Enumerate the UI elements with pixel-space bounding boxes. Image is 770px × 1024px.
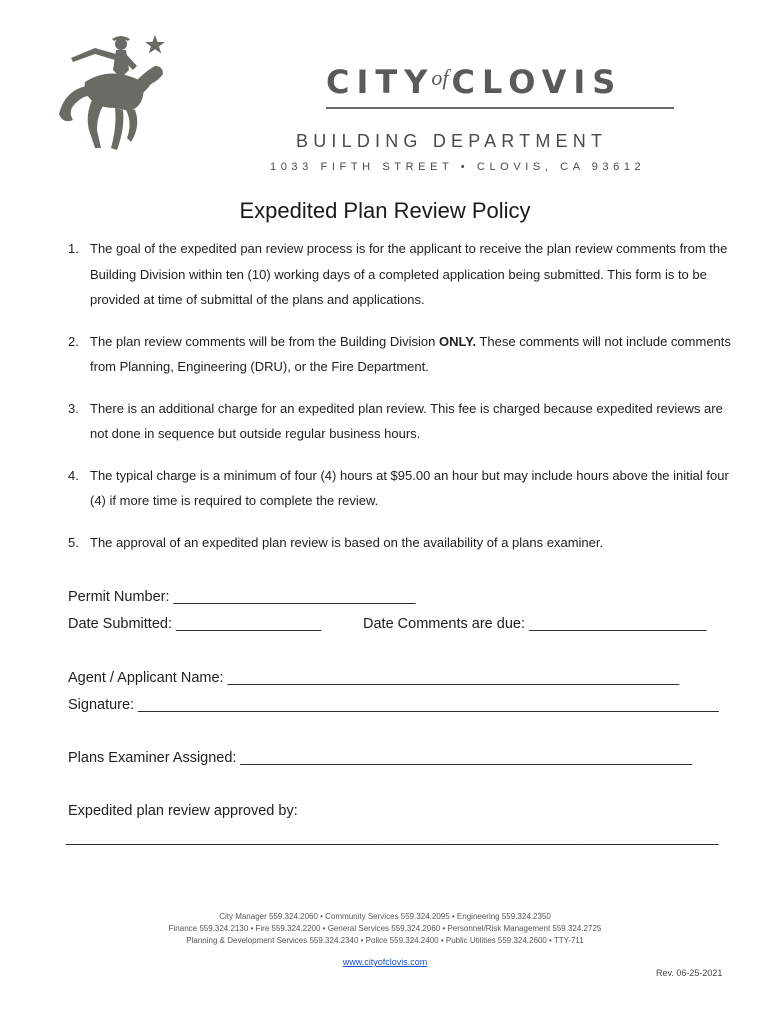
policy-item-5 [68, 530, 738, 556]
wordmark-clovis: CLOVIS [451, 63, 623, 101]
footer-contacts-line-3: Planning & Development Services 559.324.2340 • Police 559.324.2400 • Public Utilities 559.324.2600 • TTY-711 [186, 936, 584, 945]
city-of-clovis-wordmark [326, 60, 676, 104]
policy-item-number: 3. [68, 400, 79, 416]
header-divider [326, 107, 674, 109]
department-name: BUILDING DEPARTMENT [296, 131, 608, 151]
department-address: 1033 FIFTH STREET • CLOVIS, CA 93612 [270, 161, 646, 173]
approved-by-signature-line[interactable]: ____________________________________________________________________________________ [66, 830, 719, 846]
date-comments-due-field[interactable]: Date Comments are due: ______________________ [363, 616, 707, 632]
policy-item-number: 5. [68, 534, 79, 550]
plans-examiner-field[interactable]: Plans Examiner Assigned: ________________________________________________________ [68, 750, 693, 766]
agent-applicant-name-field[interactable]: Agent / Applicant Name: ________________________________________________________ [68, 670, 680, 686]
policy-item-2 [68, 329, 738, 380]
policy-item-number: 2. [68, 333, 79, 349]
policy-item-3 [68, 396, 738, 447]
signature-field[interactable]: Signature: ________________________________________________________________________ [68, 697, 719, 713]
policy-item-text-cont: These comments will not include comments from Planning, Engineering (DRU), or the Fire Department. [90, 333, 731, 374]
star-icon [145, 35, 165, 54]
policy-item-text: The approval of an expedited plan review is based on the availability of a plans examiner. [90, 534, 604, 550]
policy-list [68, 236, 738, 555]
policy-item-1 [68, 236, 738, 313]
policy-item-text: There is an additional charge for an expedited plan review. This fee is charged because expedited reviews are not done in sequence but outside regular business hours. [90, 400, 723, 441]
footer-contacts-line-2: Finance 559.324.2130 • Fire 559.324.2200 • General Services 559.324.2060 • Personnel/Risk Management 559.324.2725 [168, 924, 602, 933]
footer-contacts-line-1: City Manager 559.324.2060 • Community Services 559.324.2095 • Engineering 559.324.2350 [219, 912, 551, 921]
document-title: Expedited Plan Review Policy [239, 198, 531, 223]
revision-date: Rev. 06-25-2021 [656, 968, 723, 978]
approved-by-label: Expedited plan review approved by: [68, 803, 298, 819]
policy-item-4 [68, 463, 738, 514]
policy-item-text: The plan review comments will be from the Building Division [90, 333, 439, 349]
policy-item-emphasis: ONLY. [438, 333, 477, 349]
policy-item-number: 4. [68, 467, 79, 483]
policy-item-text: The typical charge is a minimum of four (4) hours at $95.00 an hour but may include hours above the initial four (4) if more time is required to complete the review. [90, 467, 729, 508]
website-link[interactable]: www.cityofclovis.com [342, 957, 428, 967]
policy-item-number: 1. [68, 241, 79, 256]
permit-number-field[interactable]: Permit Number: ______________________________ [68, 589, 416, 605]
wordmark-city: CITY [326, 63, 435, 101]
date-submitted-field[interactable]: Date Submitted: __________________ [68, 616, 322, 632]
policy-item-text: The goal of the expedited pan review process is for the applicant to receive the plan review comments from the Building Division within ten (10) working days of a completed application being submitted. This form is to be provided at time of submittal of the plans and applications. [90, 241, 728, 307]
bucking-bronco-logo-icon [55, 30, 170, 162]
wordmark-of: of [431, 65, 449, 90]
